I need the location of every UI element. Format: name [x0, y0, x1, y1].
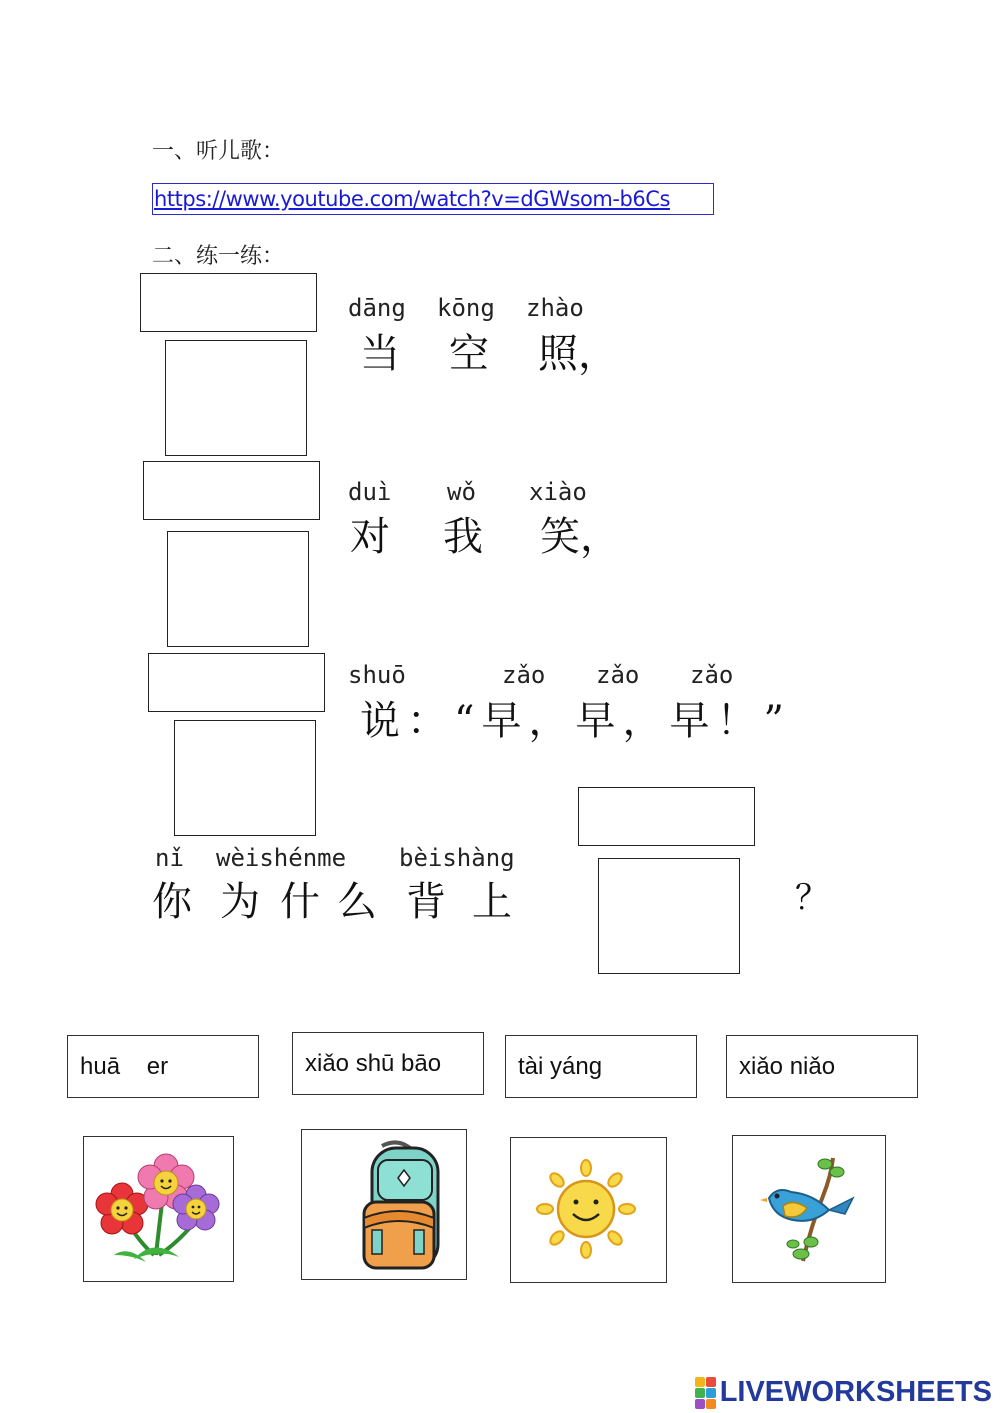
answer-image-box-2[interactable]: [167, 531, 309, 647]
question-mark: ？: [795, 878, 829, 918]
pinyin-1-1: dāng: [348, 294, 406, 322]
pinyin-1-2: kōng: [437, 294, 495, 322]
pinyin-2-2: wǒ: [447, 478, 476, 506]
answer-text-box-1[interactable]: [140, 273, 317, 332]
pinyin-2-3: xiào: [529, 478, 587, 506]
logo-mark-icon: [695, 1377, 716, 1409]
word-label-schoolbag[interactable]: xiǎo shū bāo: [292, 1032, 484, 1095]
song-link[interactable]: https://www.youtube.com/watch?v=dGWsom-b6Cs: [152, 183, 714, 215]
hanzi-2-1: 对: [350, 514, 390, 560]
hanzi-1-1: 当: [360, 331, 400, 377]
answer-text-box-4[interactable]: [578, 787, 755, 846]
sun-picture-card[interactable]: [510, 1137, 667, 1283]
word-label-flower[interactable]: huā er: [67, 1035, 259, 1098]
answer-image-box-1[interactable]: [165, 340, 307, 456]
pinyin-4-3: bèishàng: [399, 844, 515, 872]
pinyin-4-2: wèishénme: [216, 844, 347, 872]
bird-picture-card[interactable]: [732, 1135, 886, 1283]
schoolbag-icon: [302, 1130, 465, 1278]
answer-image-box-3[interactable]: [174, 720, 316, 836]
practice-heading: 二、练一练：: [152, 244, 285, 269]
pinyin-3-3: zǎo: [596, 661, 640, 689]
bird-icon: [733, 1136, 884, 1281]
pinyin-1-3: zhào: [526, 294, 584, 322]
word-label-sun[interactable]: tài yáng: [505, 1035, 697, 1098]
hanzi-4-3: 什: [280, 879, 320, 925]
brand-name: LIVEWORKSHEETS: [719, 1376, 992, 1408]
schoolbag-picture-card[interactable]: [301, 1129, 467, 1280]
hanzi-4-4: 么: [337, 879, 377, 925]
answer-text-box-3[interactable]: [148, 653, 325, 712]
hanzi-3: 说：“早，早，早！”: [360, 698, 791, 744]
liveworksheets-logo: [695, 1376, 992, 1409]
flower-picture-card[interactable]: [83, 1136, 234, 1282]
answer-text-box-2[interactable]: [143, 461, 320, 520]
hanzi-4-5: 背: [406, 879, 446, 925]
hanzi-1-3: 照，: [538, 331, 618, 377]
pinyin-3-1: shuō: [348, 661, 406, 689]
hanzi-4-1: 你: [152, 879, 192, 925]
hanzi-2-3: 笑，: [540, 514, 620, 560]
hanzi-4-6: 上: [472, 879, 512, 925]
word-label-bird[interactable]: xiǎo niǎo: [726, 1035, 918, 1098]
hanzi-2-2: 我: [443, 514, 483, 560]
pinyin-3-4: zǎo: [690, 661, 734, 689]
flower-icon: [84, 1137, 232, 1280]
pinyin-4-1: nǐ: [155, 844, 184, 872]
listen-heading: 一、听儿歌：: [152, 139, 285, 164]
hanzi-4-2: 为: [220, 879, 260, 925]
pinyin-3-2: zǎo: [502, 661, 546, 689]
pinyin-2-1: duì: [348, 478, 392, 506]
hanzi-1-2: 空: [449, 331, 489, 377]
answer-image-box-4[interactable]: [598, 858, 740, 974]
sun-icon: [511, 1138, 665, 1281]
